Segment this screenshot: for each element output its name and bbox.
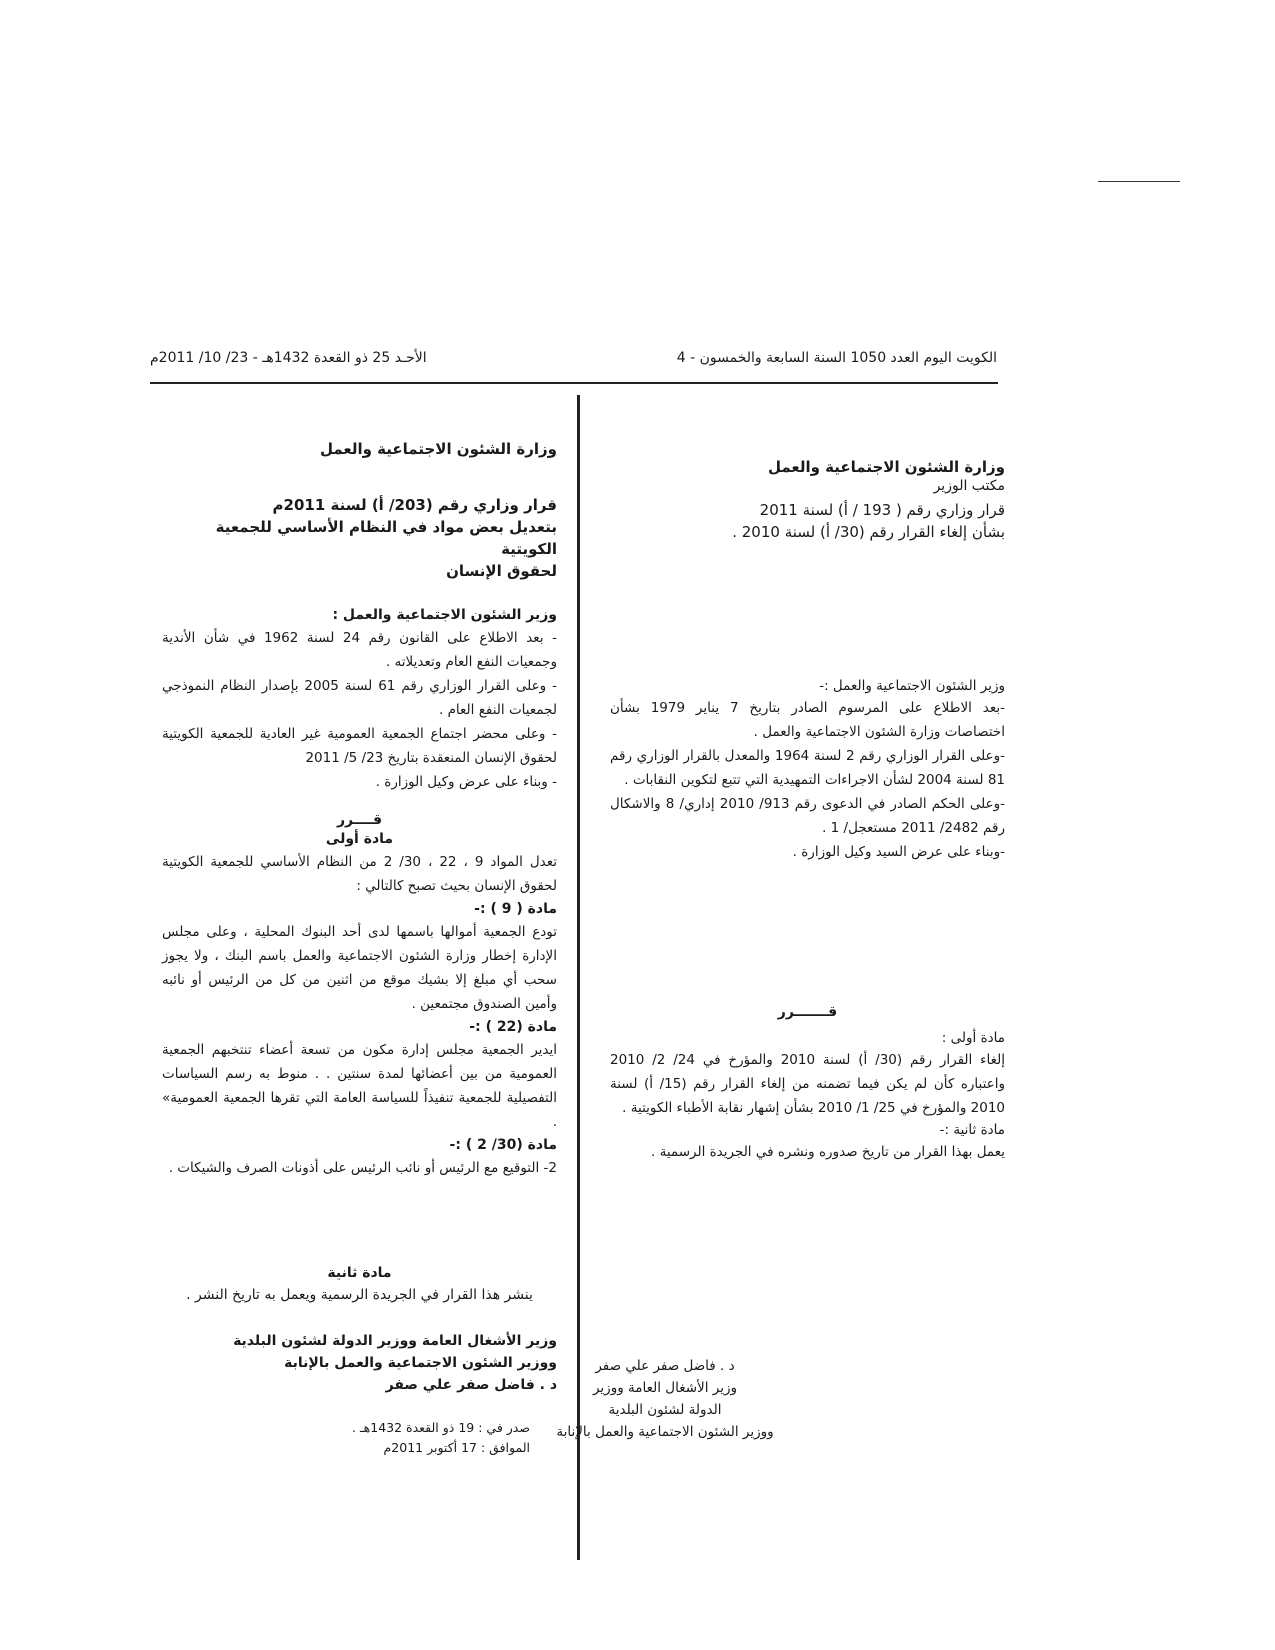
right-article-2-head: مادة ثانية :- <box>939 1122 1005 1138</box>
left-signature-title-1: وزير الأشغال العامة ووزير الدولة لشئون البلدية <box>233 1333 557 1349</box>
header-right: الكويت اليوم العدد 1050 السنة السابعة والخمسون - 4 <box>676 350 997 366</box>
right-title-1: قرار وزاري رقم ( 193 / أ) لسنة 2011 <box>759 501 1005 519</box>
right-article-1-text: إلغاء القرار رقم (30/ أ) لسنة 2010 والمؤرخ في 24/ 2/ 2010 واعتباره كأن لم يكن فيما تضمنه من إلغاء القرار رقم (15/ أ) لسنة 2010 والمؤرخ في 25/ 1/ 2010 بشأن إشهار نقابة الأطباء الكويتية . <box>610 1052 1005 1116</box>
left-preamble-3: - وعلى محضر اجتماع الجمعية العمومية غير العادية للجمعية الكويتية لحقوق الإنسان المنعقدة بتاريخ 23/ 5/ 2011 <box>162 726 557 766</box>
left-article-2-head: مادة ثانية <box>327 1265 392 1281</box>
right-preamble-1: -بعد الاطلاع على المرسوم الصادر بتاريخ 7 يناير 1979 بشأن اختصاصات وزارة الشئون الاجتماعية والعمل . <box>610 700 1006 740</box>
left-title-2: بتعديل بعض مواد في النظام الأساسي للجمعية الكويتية <box>215 518 557 558</box>
right-ministry-block <box>610 458 1005 543</box>
left-article-1-head: مادة أولى <box>325 831 394 847</box>
right-article-2-text: يعمل بهذا القرار من تاريخ صدوره ونشره في الجريدة الرسمية . <box>651 1144 1005 1160</box>
header-left: الأحـد 25 ذو القعدة 1432هـ - 23/ 10/ 2011م <box>150 350 427 366</box>
left-article-2-block <box>162 1262 557 1306</box>
right-signature-name: د . فاضل صفر علي صفر <box>595 1358 735 1374</box>
left-issued-block <box>320 1418 530 1458</box>
right-preamble-3: -وعلى الحكم الصادر في الدعوى رقم 913/ 2010 إداري/ 8 والاشكال رقم 2482/ 2011 مستعجل/ 1 . <box>610 796 1006 836</box>
right-signature-title-3: ووزير الشئون الاجتماعية والعمل بالإنابة <box>556 1424 774 1440</box>
left-issued: صدر في : 19 ذو القعدة 1432هـ . <box>352 1420 530 1435</box>
right-signature-block <box>555 1355 775 1443</box>
left-signature-title-2: ووزير الشئون الاجتماعية والعمل بالإنابة <box>284 1355 557 1371</box>
right-office: مكتب الوزير <box>933 478 1005 494</box>
left-title-block <box>162 494 557 582</box>
left-article-9-text: تودع الجمعية أموالها باسمها لدى أحد البنوك المحلية ، وعلى مجلس الإدارة إخطار وزارة الشئون الاجتماعية والعمل باسم البنك ، ولا يجوز سحب أي مبلغ إلا بشيك موقع من اثنين من كل من الرئيس أو نائبه وأمين الصندوق مجتمعين . <box>162 924 557 1012</box>
left-decided: قــــرر <box>336 812 383 828</box>
corner-rule <box>1098 181 1180 182</box>
right-minister: وزير الشئون الاجتماعية والعمل :- <box>819 678 1005 694</box>
header-rule <box>150 382 998 384</box>
left-preamble-2: - وعلى القرار الوزاري رقم 61 لسنة 2005 بإصدار النظام النموذجي لجمعيات النفع العام . <box>162 678 557 718</box>
right-preamble-4: -وبناء على عرض السيد وكيل الوزارة . <box>792 844 1005 860</box>
left-decision-block <box>162 812 557 1180</box>
left-preamble-block <box>162 604 557 794</box>
left-article-22-head: مادة (22 ) :- <box>469 1019 557 1035</box>
left-article-22-text: ايدير الجمعية مجلس إدارة مكون من تسعة أعضاء تنتخبهم الجمعية العمومية من بين أعضائها لمدة سنتين . . منوط به رسم السياسات التفصيلية للجمعية تنفيذاً للسياسة العامة التي تقرها الجمعية العمومية» . <box>162 1042 557 1130</box>
left-article-30-head: مادة (30/ 2 ) :- <box>449 1137 557 1153</box>
right-signature-title-2: الدولة لشئون البلدية <box>608 1402 722 1418</box>
right-ministry: وزارة الشئون الاجتماعية والعمل <box>767 458 1005 476</box>
left-title-1: قرار وزاري رقم (203/ أ) لسنة 2011م <box>272 496 557 514</box>
right-signature-title-1: وزير الأشغال العامة ووزير <box>592 1380 738 1396</box>
left-signature-block <box>162 1330 557 1396</box>
right-preamble-block <box>610 676 1005 864</box>
left-article-1-text: تعدل المواد 9 ، 22 ، 30/ 2 من النظام الأساسي للجمعية الكويتية لحقوق الإنسان بحيث تصبح كالتالي : <box>162 854 557 894</box>
right-title-2: بشأن إلغاء القرار رقم (30/ أ) لسنة 2010 . <box>732 523 1005 541</box>
left-minister: وزير الشئون الاجتماعية والعمل : <box>332 607 557 623</box>
left-article-9-head: مادة ( 9 ) :- <box>474 901 557 917</box>
left-ministry: وزارة الشئون الاجتماعية والعمل <box>319 440 557 458</box>
right-preamble-2: -وعلى القرار الوزاري رقم 2 لسنة 1964 والمعدل بالقرار الوزاري رقم 81 لسنة 2004 لشأن الاجراءات التمهيدية التي تتبع لتكوين النقابات . <box>610 748 1005 788</box>
left-title-3: لحقوق الإنسان <box>446 562 557 580</box>
right-decision-block <box>610 1004 1005 1164</box>
right-decided: قـــــــرر <box>777 1004 838 1020</box>
left-article-30-text: 2- التوقيع مع الرئيس أو نائب الرئيس على أذونات الصرف والشيكات . <box>168 1160 557 1176</box>
right-article-1-head: مادة أولى : <box>941 1030 1005 1046</box>
left-preamble-1: - بعد الاطلاع على القانون رقم 24 لسنة 1962 في شأن الأندية وجمعيات النفع العام وتعديلاته . <box>162 630 557 670</box>
left-signature-name: د . فاضل صفر علي صفر <box>385 1377 557 1393</box>
left-article-2-text: ينشر هذا القرار في الجريدة الرسمية ويعمل به تاريخ النشر . <box>186 1287 533 1303</box>
left-corresponding: الموافق : 17 أكتوبر 2011م <box>383 1440 530 1455</box>
left-ministry-block <box>162 440 557 459</box>
left-preamble-4: - وبناء على عرض وكيل الوزارة . <box>375 774 557 790</box>
